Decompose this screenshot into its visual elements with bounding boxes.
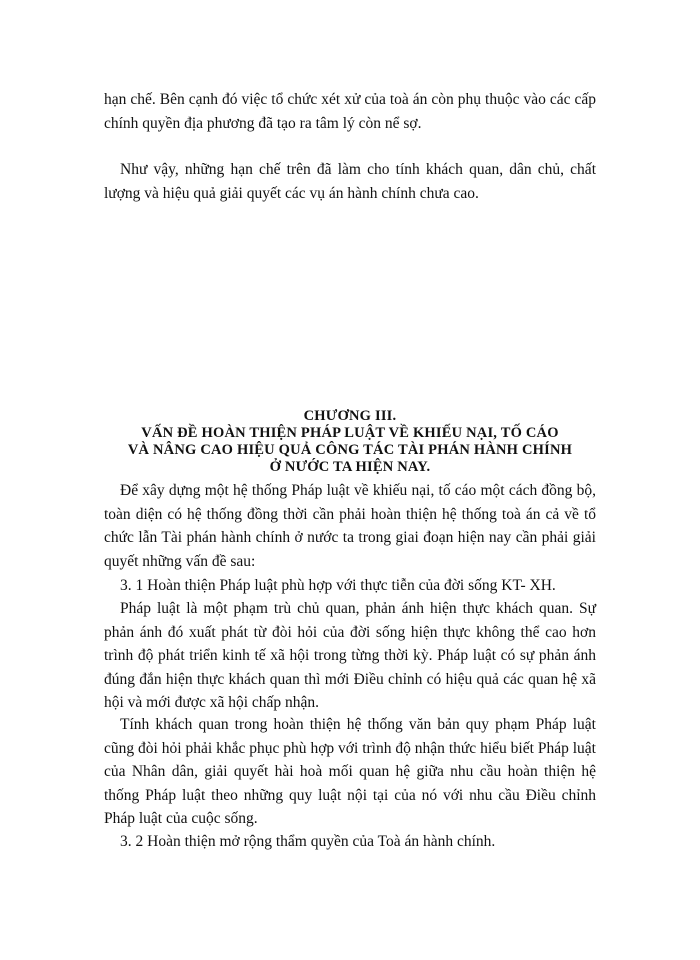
- paragraph-intro: Để xây dựng một hệ thống Pháp luật về khiếu nại, tố cáo một cách đồng bộ, toàn diện có hệ thống đồng thời cần phải hoàn thiện hệ thống toà án cả về tổ chức lẫn Tài phán hành chính ở nước ta trong giai đoạn hiện nay cần phải giải quyết những vấn đề sau:: [104, 482, 596, 570]
- section-heading-3-2: 3. 2 Hoàn thiện mở rộng thẩm quyền của Toà án hành chính.: [120, 833, 496, 850]
- paragraph-3-1-a: Pháp luật là một phạm trù chủ quan, phản ánh hiện thực khách quan. Sự phản ánh đó xuất phát từ đòi hỏi của đời sống hiện thực không thể cao hơn trình độ phát triển kinh tế xã hội trong từng thời kỳ. Pháp luật có sự phản ánh đúng đắn hiện thực khách quan thì mới Điều chỉnh có hiệu quả các quan hệ xã hội và mới được xã hội chấp nhận.: [104, 600, 596, 711]
- chapter-number: CHƯƠNG III.: [303, 408, 397, 424]
- paragraph-3-1-b: Tính khách quan trong hoàn thiện hệ thống văn bản quy phạm Pháp luật cũng đòi hỏi phải khắc phục phù hợp với trình độ nhận thức hiểu biết Pháp luật của Nhân dân, giải quyết hài hoà mối quan hệ giữa nhu cầu hoàn thiện hệ thống Pháp luật theo những quy luật nội tại của nó với nhu cầu Điều chỉnh Pháp luật của cuộc sống.: [104, 716, 596, 827]
- paragraph-limitations: hạn chế. Bên cạnh đó việc tổ chức xét xử của toà án còn phụ thuộc vào các cấp chính quyền địa phương đã tạo ra tâm lý còn nể sợ.: [104, 91, 596, 132]
- section-heading-3-1: 3. 1 Hoàn thiện Pháp luật phù hợp với thực tiễn của đời sống KT- XH.: [120, 577, 556, 594]
- chapter-title-line-3: Ở NƯỚC TA HIỆN NAY.: [269, 459, 431, 475]
- chapter-heading: [100, 408, 600, 476]
- chapter-title-line-2: VÀ NÂNG CAO HIỆU QUẢ CÔNG TÁC TÀI PHÁN HÀNH CHÍNH: [127, 442, 573, 458]
- paragraph-conclusion: Như vậy, những hạn chế trên đã làm cho tính khách quan, dân chủ, chất lượng và hiệu quả giải quyết các vụ án hành chính chưa cao.: [104, 161, 596, 202]
- chapter-title-line-1: VẤN ĐỀ HOÀN THIỆN PHÁP LUẬT VỀ KHIẾU NẠI, TỐ CÁO: [141, 425, 559, 441]
